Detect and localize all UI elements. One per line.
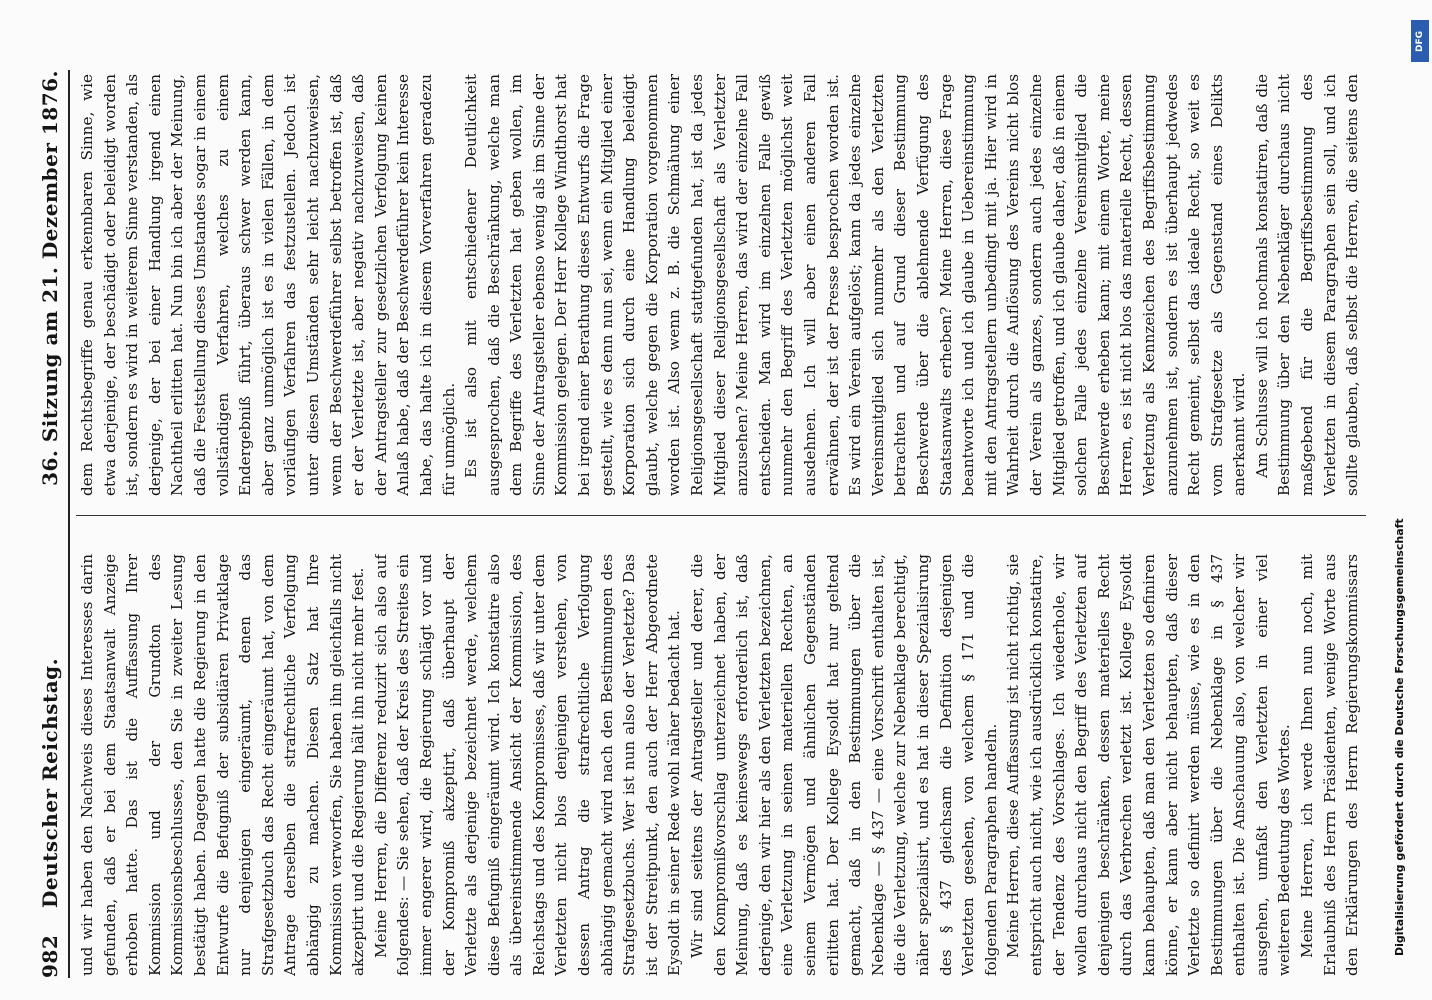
paragraph: Meine Herren, ich werde Ihnen nun noch, mit Erlaubniß des Herrn Präsidenten, wenige Worte aus den Erklärungen des Herrn Regierungskommissars xyxy=(1298,554,1362,976)
right-column xyxy=(76,74,1366,496)
paragraph: dem Rechtsbegriffe genau erkennbaren Sinne, wie etwa derjenige, der beschädigt oder beleidigt worden ist, sondern es wird in weiterem Sinne verstanden, als derjenige, der bei einer Handlung irgend einen Nachtheil erlitten hat. Nun bin ich aber der Meinung, daß die Feststellung dieses Umstandes sogar in einem vollständigen Verfahren, welches zu einem Endergebniß führt, überaus schwer werden kann, aber ganz unmöglich ist es in vielen Fällen, in dem vorläufigen Verfahren das festzustellen. Jedoch ist unter diesen Umständen sehr leicht nachzuweisen, wenn der Beschwerdeführer selbst betroffen ist, daß er der Verletzte ist, aber negativ nachzuweisen, daß der Antragsteller zur gesetzlichen Verfolgung keinen Anlaß habe, daß der Beschwerdeführer kein Interesse habe, das halte ich in diesem Vorverfahren geradezu für unmöglich. xyxy=(78,74,458,496)
paragraph: Meine Herren, diese Auffassung ist nicht richtig, sie entspricht auch nicht, wie ich ausdrücklich konstatire, der Tendenz des Vorschlages. Ich wiederhole, wir wollen durchaus nicht den Begriff des Verletzten auf denjenigen beschränken, dessen materielles Recht durch das Verbrechen verletzt ist. Kollege Eysoldt kann behaupten, daß man den Verletzten so definiren könne, er kann aber nicht behaupten, daß dieser Verletzte so definirt werden müsse, wie es in den Bestimmungen über die Nebenklage in § 437 enthalten ist. Die Anschauung also, von welcher wir ausgehen, umfaßt den Verletzten in einer viel weiteren Bedeutung des Wortes. xyxy=(1004,554,1294,976)
dfg-logo: DFG xyxy=(1411,20,1429,62)
paragraph: Am Schlusse will ich nochmals konstatiren, daß die Bestimmung über den Nebenkläger durchaus nicht maßgebend für die Begriffsbestimmung des Verletzten in diesem Paragraphen sein soll, und ich sollte glauben, daß selbst die Herren, die seitens den xyxy=(1252,74,1362,496)
paragraph: Meine Herren, die Differenz reduzirt sich also auf folgendes: — Sie sehen, daß der Kreis des Streites ein immer engerer wird, die Regierung schlägt vor und der Kompromiß akzeptirt, daß überhaupt der Verletzte als derjenige bezeichnet werde, welchem diese Befugniß eingeräumt wird. Ich konstatire also als übereinstimmende Ansicht der Kommission, des Reichstags und des Kompromisses, daß wir unter dem Verletzten nicht blos denjenigen verstehen, von dessen Antrag die strafrechtliche Verfolgung abhängig gemacht wird nach den Bestimmungen des Strafgesetzbuchs. Wer ist nun also der Verletzte? Das ist der Streitpunkt, den auch der Herr Abgeordnete Eysoldt in seiner Rede wohl näher bedacht hat. xyxy=(371,554,684,976)
paragraph: Es ist also mit entschiedener Deutlichkeit ausgesprochen, daß die Beschränkung, welche man dem Begriffe des Verletzten hat geben wollen, im Sinne der Antragsteller ebenso wenig als im Sinne der Kommission gelegen. Der Herr Kollege Windthorst hat bei irgend einer Berathung dieses Entwurfs die Frage gestellt, wie es denn nun sei, wenn ein Mitglied einer Korporation sich durch eine Handlung beleidigt glaubt, welche gegen die Korporation vorgenommen worden ist. Also wenn z. B. die Schmähung einer Religionsgesellschaft stattgefunden hat, ist da jedes Mitglied dieser Religionsgesellschaft als Verletzter anzusehen? Meine Herren, das wird der einzelne Fall entscheiden. Man wird im einzelnen Falle gewiß nunmehr den Begriff des Verletzten möglichst weit ausdehnen. Ich will aber einen anderen Fall erwähnen, der ist der Presse besprochen worden ist. Es wird ein Verein aufgelöst; kann da jedes einzelne Vereinsmitglied sich nunmehr als den Verletzten betrachten und auf Grund dieser Bestimmung Beschwerde über die ablehnende Verfügung des Staatsanwalts erheben? Meine Herren, diese Frage beantworte ich und ich glaube in Uebereinstimmung mit den Antragstellern unbedingt mit ja. Hier wird in Wahrheit durch die Auflösung des Vereins nicht blos der Verein als ganzes, sondern auch jedes einzelne Mitglied getroffen, und ich glaube daher, daß in einem solchen Falle jedes einzelne Vereinsmitglied die Beschwerde erheben kann; mit einem Worte, meine Herren, es ist nicht blos das materielle Recht, dessen Verletzung als Kennzeichen des Begriffsbestimmung anzunehmen ist, sondern es ist überhaupt jedwedes Recht gemeint, selbst das ideale Recht, so weit es vom Strafgesetze als Gegenstand eines Delikts anerkannt wird. xyxy=(462,74,1249,496)
page-number: 982 xyxy=(38,934,62,978)
header-rule xyxy=(68,70,70,978)
credit-text: Digitalisierung gefördert durch die Deutsche Forschungsgemeinschaft xyxy=(1393,518,1406,956)
left-column xyxy=(76,554,1366,976)
digitization-credit xyxy=(1393,16,1426,996)
column-divider xyxy=(76,515,1366,516)
paragraph: Wir sind seitens der Antragsteller und derer, die den Kompromißvorschlag unterzeichnet haben, der Meinung, daß es keineswegs erforderlich ist, daß derjenige, den wir hier als den Verletzten bezeichnen, eine Verletzung in seinen materiellen Rechten, an seinem Vermögen und ähnlichen Gegenständen erlitten hat. Der Kollege Eysoldt hat nur geltend gemacht, daß in den Bestimmungen über die Nebenklage — § 437 — eine Vorschrift enthalten ist, die die Verletzung, welche zur Nebenklage berechtigt, näher spezialisirt, und es hat in dieser Spezialisirung des § 437 gleichsam die Definition desjenigen Verletzten gesehen, von welchem § 171 und die folgenden Paragraphen handeln. xyxy=(688,554,1000,976)
publication-title: Deutscher Reichstag. xyxy=(38,657,62,908)
session-title: 36. Sitzung am 21. Dezember 1876. xyxy=(38,70,62,486)
running-header xyxy=(38,70,66,978)
paragraph: und wir haben den Nachweis dieses Interesses darin gefunden, daß er bei dem Staatsanwalt Anzeige erhoben hatte. Das ist die Auffassung Ihrer Kommission und der Grundton des Kommissionsbeschlusses, den Sie in zweiter Lesung bestätigt haben. Dagegen hatte die Regierung in den Entwurfe die Befugniß der subsidiären Privatklage nur denjenigen eingeräumt, denen das Strafgesetzbuch das Recht eingeräumt hat, von dem Antrage derselben die strafrechtliche Verfolgung abhängig zu machen. Diesen Satz hat Ihre Kommission verworfen, Sie haben ihn gleichfalls nicht akzeptirt und die Regierung hält ihn nicht mehr fest. xyxy=(78,554,368,976)
